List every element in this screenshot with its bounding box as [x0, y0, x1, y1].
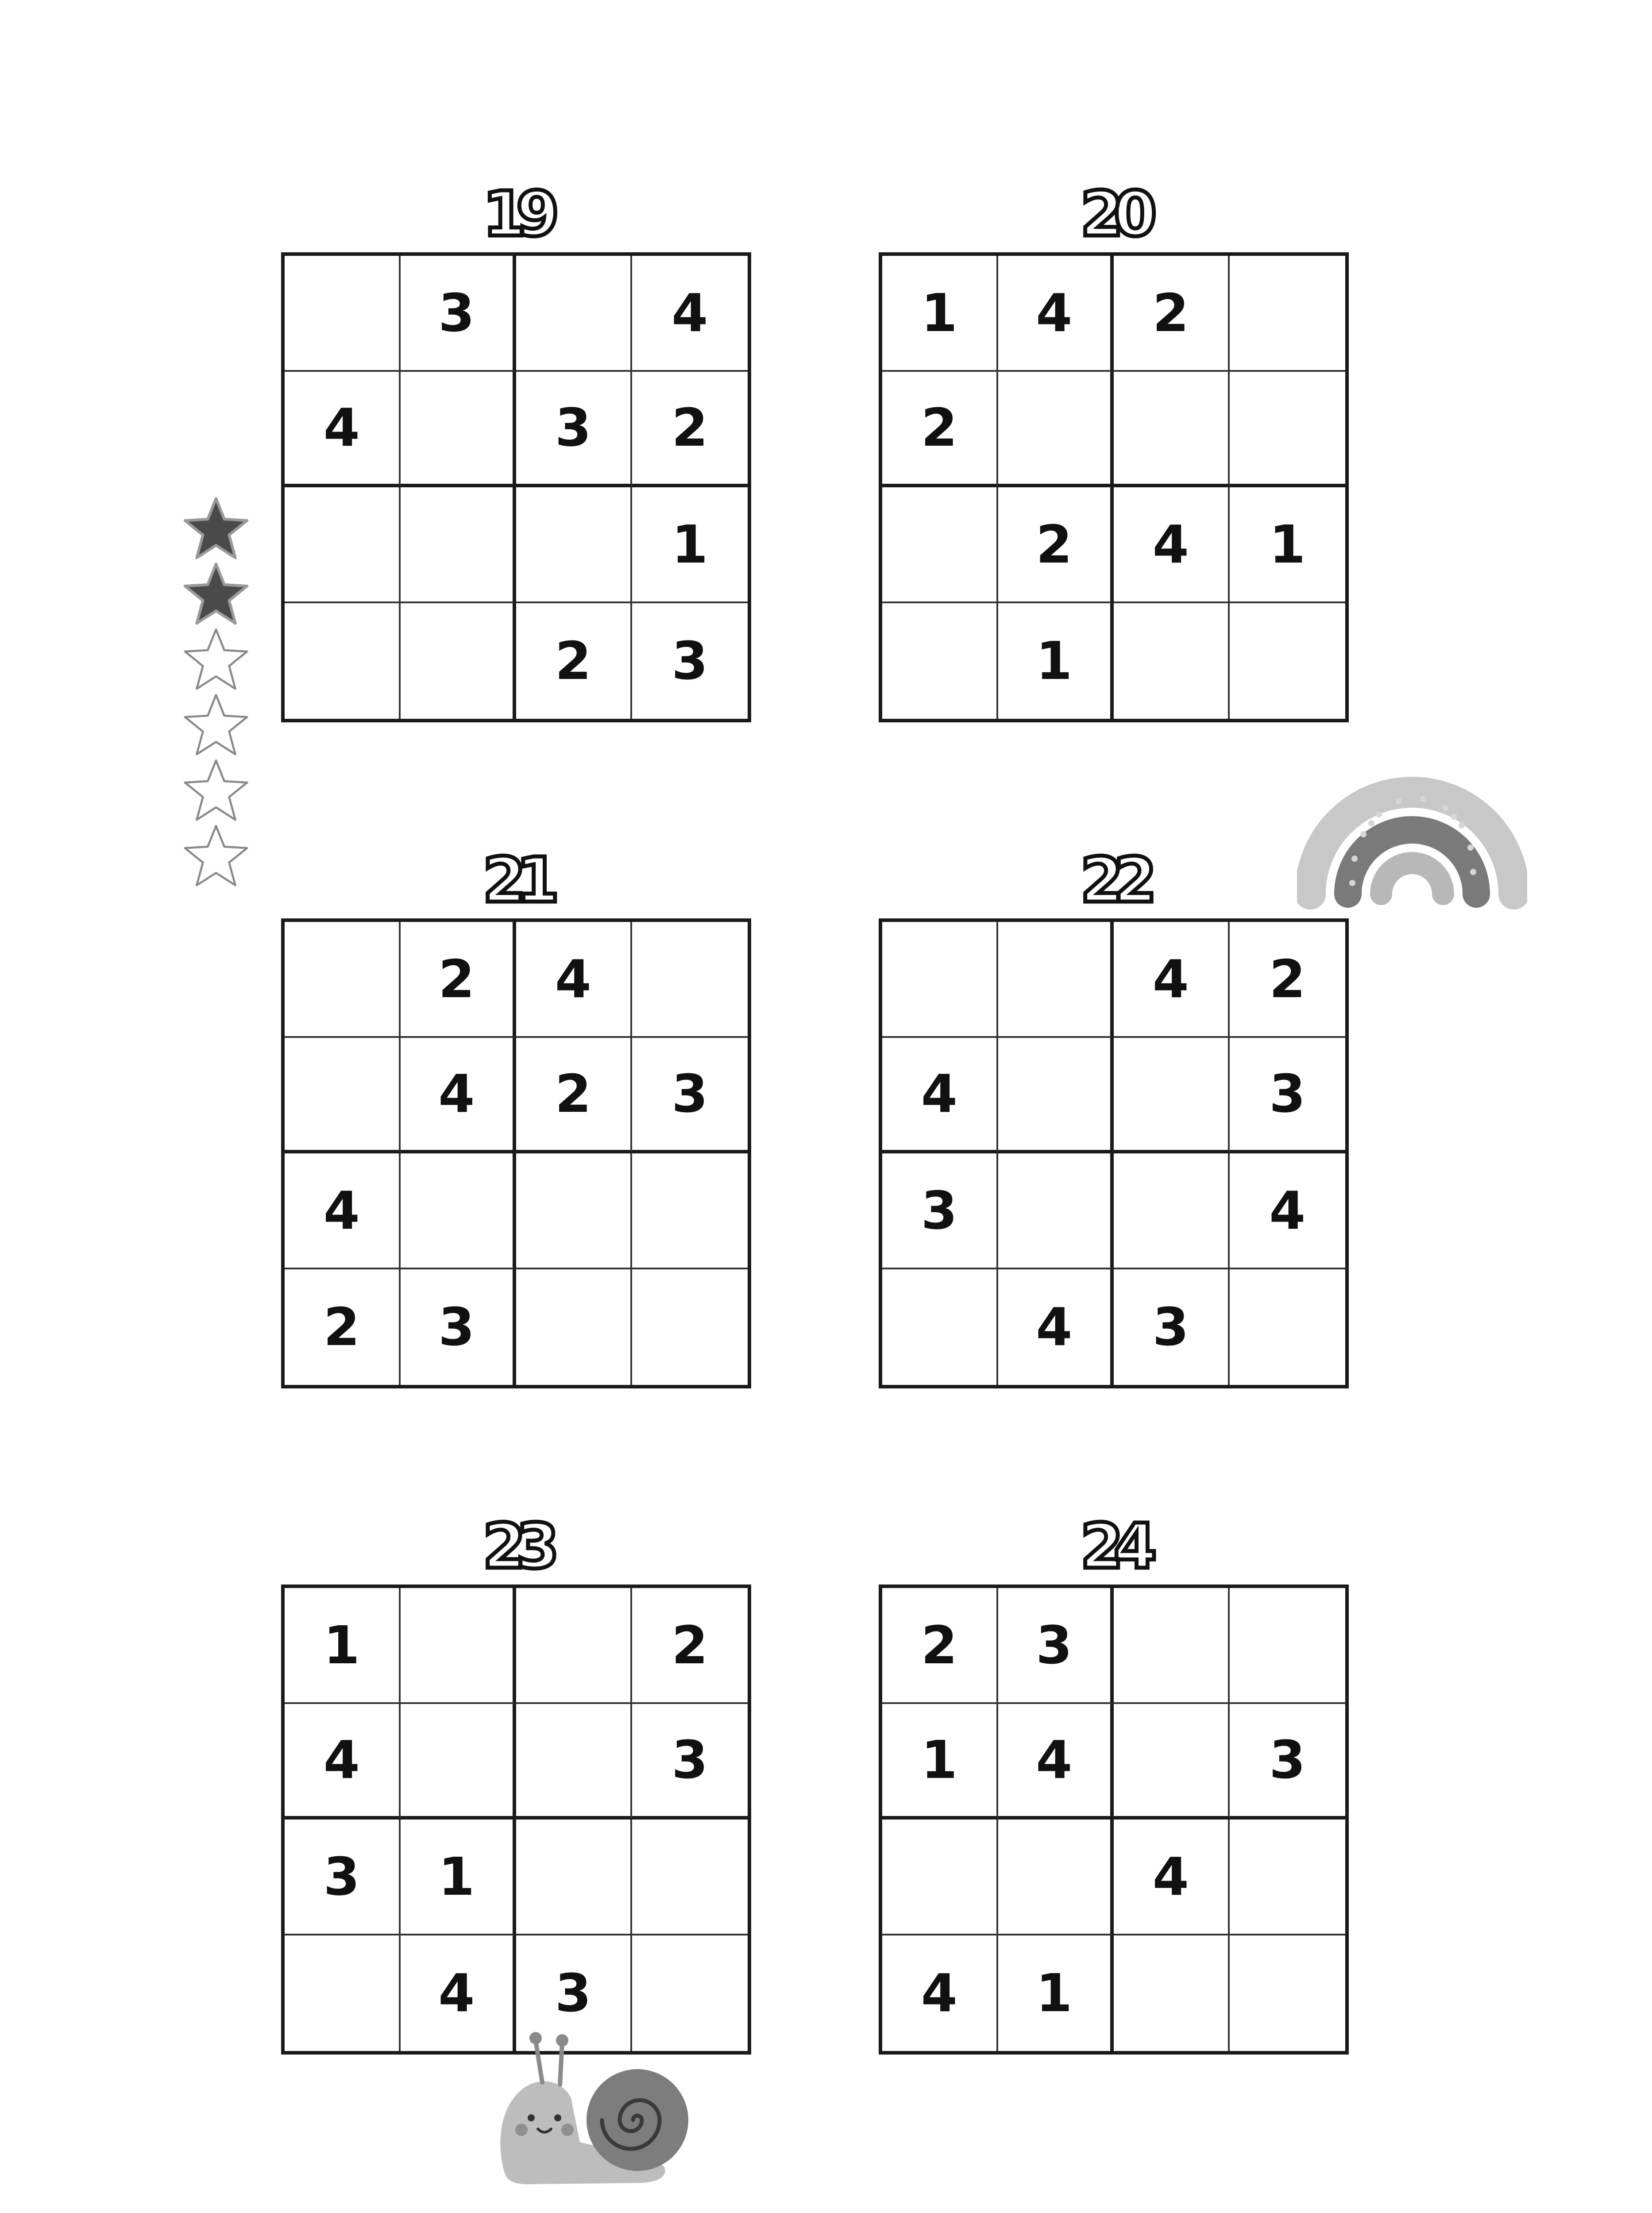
grid-cell[interactable]	[882, 1820, 998, 1935]
grid-cell[interactable]	[1114, 1935, 1230, 2051]
sudoku-grid	[879, 1585, 1349, 2055]
grid-cell[interactable]	[516, 1153, 632, 1269]
sudoku-grid	[879, 252, 1349, 722]
star-icon	[181, 692, 251, 758]
grid-cell: 3	[401, 256, 517, 372]
grid-cell: 1	[998, 603, 1114, 719]
grid-cell[interactable]	[882, 1269, 998, 1385]
grid-cell[interactable]	[516, 1588, 632, 1704]
grid-cell: 2	[882, 1588, 998, 1704]
grid-cell[interactable]	[632, 1820, 748, 1935]
grid-cell[interactable]	[516, 256, 632, 372]
grid-cell: 4	[998, 1269, 1114, 1385]
star-icon	[181, 758, 251, 823]
star-icon	[181, 561, 251, 627]
grid-cell: 4	[516, 922, 632, 1038]
grid-cell[interactable]	[401, 487, 517, 603]
grid-cell: 3	[516, 1935, 632, 2051]
grid-cell: 1	[998, 1935, 1114, 2051]
grid-cell: 4	[998, 256, 1114, 372]
grid-cell[interactable]	[632, 922, 748, 1038]
grid-cell: 2	[1230, 922, 1346, 1038]
grid-cell: 2	[882, 372, 998, 488]
grid-cell: 3	[632, 1704, 748, 1820]
grid-cell: 3	[998, 1588, 1114, 1704]
grid-cell[interactable]	[401, 372, 517, 488]
grid-cell[interactable]	[998, 1820, 1114, 1935]
grid-cell: 3	[632, 1038, 748, 1154]
grid-cell: 4	[285, 372, 401, 488]
grid-cell: 4	[632, 256, 748, 372]
grid-cell[interactable]	[516, 1704, 632, 1820]
grid-cell: 4	[1114, 1820, 1230, 1935]
grid-cell: 1	[632, 487, 748, 603]
grid-cell[interactable]	[1114, 603, 1230, 719]
sudoku-grid	[281, 252, 751, 722]
grid-cell[interactable]	[285, 256, 401, 372]
grid-cell[interactable]	[1230, 1588, 1346, 1704]
puzzle-number: 22	[1080, 844, 1147, 917]
puzzle-number: 23	[482, 1511, 550, 1583]
sudoku-grid	[281, 918, 751, 1388]
puzzle-number: 24	[1080, 1511, 1147, 1583]
grid-cell: 2	[1114, 256, 1230, 372]
grid-cell: 4	[998, 1704, 1114, 1820]
grid-cell: 4	[401, 1935, 517, 2051]
grid-cell[interactable]	[1230, 372, 1346, 488]
grid-cell[interactable]	[285, 603, 401, 719]
grid-cell[interactable]	[882, 603, 998, 719]
grid-cell[interactable]	[1114, 1038, 1230, 1154]
grid-cell: 1	[882, 1704, 998, 1820]
star-icon	[181, 496, 251, 561]
grid-cell[interactable]	[1230, 1935, 1346, 2051]
grid-cell: 3	[401, 1269, 517, 1385]
grid-cell[interactable]	[1114, 372, 1230, 488]
grid-cell: 3	[882, 1153, 998, 1269]
grid-cell[interactable]	[1230, 1820, 1346, 1935]
grid-cell: 3	[1114, 1269, 1230, 1385]
grid-cell: 1	[285, 1588, 401, 1704]
grid-cell: 2	[632, 372, 748, 488]
grid-cell: 2	[401, 922, 517, 1038]
grid-cell[interactable]	[1230, 603, 1346, 719]
grid-cell: 2	[998, 487, 1114, 603]
grid-cell[interactable]	[285, 1935, 401, 2051]
grid-cell: 3	[1230, 1038, 1346, 1154]
grid-cell: 4	[882, 1038, 998, 1154]
grid-cell[interactable]	[516, 1820, 632, 1935]
grid-cell[interactable]	[1230, 256, 1346, 372]
grid-cell: 3	[285, 1820, 401, 1935]
puzzle-number: 19	[482, 178, 550, 251]
grid-cell[interactable]	[401, 603, 517, 719]
grid-cell[interactable]	[998, 1153, 1114, 1269]
grid-cell[interactable]	[998, 372, 1114, 488]
grid-cell: 1	[882, 256, 998, 372]
grid-cell[interactable]	[401, 1704, 517, 1820]
grid-cell: 1	[401, 1820, 517, 1935]
grid-cell[interactable]	[632, 1153, 748, 1269]
puzzle-number: 21	[482, 844, 550, 917]
star-icon	[181, 627, 251, 692]
rainbow-icon	[1297, 726, 1527, 912]
grid-cell: 2	[632, 1588, 748, 1704]
snail-icon	[491, 2009, 704, 2195]
grid-cell[interactable]	[285, 922, 401, 1038]
grid-cell[interactable]	[1230, 1269, 1346, 1385]
grid-cell[interactable]	[998, 1038, 1114, 1154]
star-icon	[181, 823, 251, 889]
grid-cell[interactable]	[998, 922, 1114, 1038]
grid-cell[interactable]	[516, 487, 632, 603]
grid-cell[interactable]	[285, 1038, 401, 1154]
grid-cell: 4	[882, 1935, 998, 2051]
grid-cell: 4	[1114, 922, 1230, 1038]
grid-cell: 3	[672, 630, 708, 692]
grid-cell[interactable]	[1114, 1704, 1230, 1820]
puzzle-number: 20	[1080, 178, 1147, 251]
grid-cell[interactable]	[1114, 1153, 1230, 1269]
grid-cell: 2	[516, 1038, 632, 1154]
difficulty-rating	[181, 496, 252, 889]
grid-cell[interactable]	[401, 1153, 517, 1269]
grid-cell: 4	[285, 1704, 401, 1820]
grid-cell[interactable]	[632, 1269, 748, 1385]
grid-cell: 2	[516, 603, 632, 719]
grid-cell[interactable]	[516, 1269, 632, 1385]
grid-cell[interactable]	[401, 1588, 517, 1704]
grid-cell: 4	[1114, 487, 1230, 603]
grid-cell[interactable]	[1114, 1588, 1230, 1704]
grid-cell: 3	[1230, 1704, 1346, 1820]
grid-cell: 3	[516, 372, 632, 488]
grid-cell[interactable]	[285, 487, 401, 603]
grid-cell[interactable]	[882, 922, 998, 1038]
sudoku-grid	[879, 918, 1349, 1388]
grid-cell: 2	[285, 1269, 401, 1385]
grid-cell: 4	[1230, 1153, 1346, 1269]
grid-cell[interactable]	[882, 487, 998, 603]
grid-cell: 4	[285, 1153, 401, 1269]
grid-cell: 1	[1230, 487, 1346, 603]
grid-cell: 4	[401, 1038, 517, 1154]
sudoku-grid	[281, 1585, 751, 2055]
